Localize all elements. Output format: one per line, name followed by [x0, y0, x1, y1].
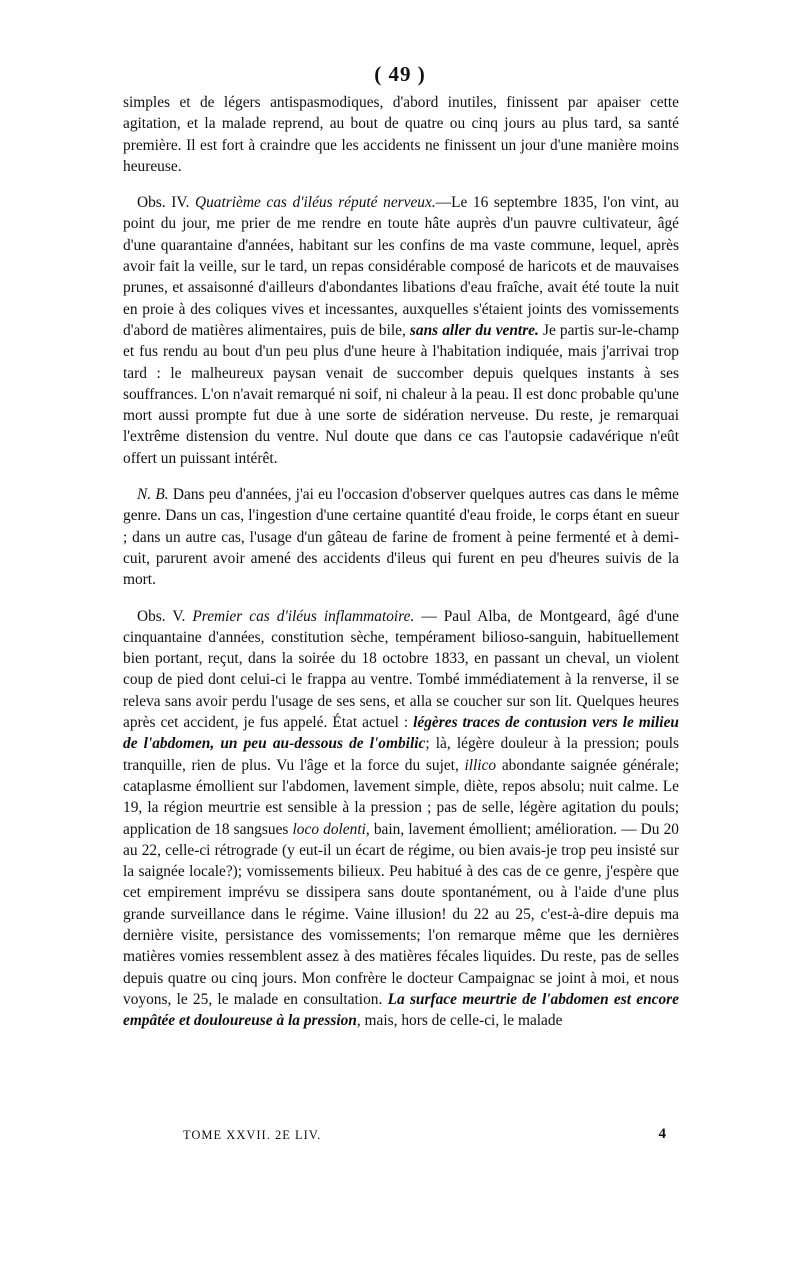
nota-bene — [123, 484, 679, 590]
observation-text: ; là, légère douleur à la pression; pouls tranquille, rien de plus. Vu l'âge et la force du sujet, — [123, 735, 679, 774]
observation-lead: Obs. V. — [137, 607, 186, 625]
observation-text: , mais, hors de celle-ci, le malade — [356, 1012, 563, 1030]
observation-emphasis: légères traces de contusion vers le milieu de l'abdomen, un peu au-dessous de l'ombilic — [123, 714, 679, 753]
observation-lead: Obs. IV. — [137, 194, 190, 212]
nota-bene-lead: N. B. — [137, 486, 169, 504]
observation-title: Premier cas d'iléus inflammatoire. — [192, 607, 415, 625]
observation-text: — Paul Alba, de Montgeard, âgé d'une cinquantaine d'années, constitution sèche, tempérament bilioso-sanguin, habituellement bien portant, reçut, dans la soirée du 18 octobre 1833, en passant un cheval, un violent coup de pied dont celui-ci le frappa au ventre. Tombé immédiatement à la renverse, il se releva sans avoir perdu l'usage de ses sens, et alla se coucher sur son lit. Quelques heures après cet accident, je fus appelé. État actuel : — [123, 607, 679, 732]
observation-title: Quatrième cas d'iléus réputé nerveux. — [194, 194, 436, 212]
observation-emphasis: loco dolenti — [292, 820, 366, 838]
observation-emphasis: illico — [464, 756, 497, 774]
page-number: ( 49 ) — [374, 62, 426, 86]
observation-emphasis: sans aller du ventre. — [409, 321, 539, 339]
paragraph-text: simples et de légers antispasmodiques, d'abord inutiles, finissent par apaiser cette agitation, et la malade reprend, au bout de quatre ou cinq jours au plus tard, sa santé première. Il est fort à craindre que les accidents ne finissent un jour d'une manière moins heureuse. — [123, 94, 679, 175]
observation-emphasis: La surface meurtrie de l'abdomen est encore empâtée et douloureuse à la pression — [123, 990, 680, 1030]
observation-4 — [123, 192, 679, 469]
observation-text: , bain, lavement émollient; amélioration. — Du 20 au 22, celle-ci rétrograde (y eut-il un écart de régime, ou bien avais-je trop peu insisté sur la saignée locale?); vomissements bilieux. Peu habitué à des cas de ce genre, j'espère que cet empirement imprévu se dissipera sans doute spontanément, ou à l'aide d'une plus grande surveillance dans le régime. Vaine illusion! du 22 au 25, c'est-à-dire depuis ma dernière visite, persistance des vomissements; l'on remarque même que les dernières matières vomies ressemblent assez à des matières fécales liquides. Du reste, pas de selles depuis quatre ou cinq jours. Mon confrère le docteur Campaignac se joint à moi, et nous voyons, le 25, le malade en consultation. — [123, 820, 679, 1008]
volume-signature: TOME XXVII. 2E LIV. — [183, 1128, 322, 1142]
paragraph-continuation — [123, 92, 679, 177]
observation-text: abondante saignée générale; cataplasme émollient sur l'abdomen, lavement simple, diète, repos absolu; nuit calme. Le 19, la région meurtrie est sensible à la pression ; pas de selle, légère agitation du pouls; application de 18 sangsues — [123, 756, 679, 838]
sheet-number: 4 — [658, 1126, 667, 1142]
nota-bene-text: Dans peu d'années, j'ai eu l'occasion d'observer quelques autres cas dans le même genre. Dans un cas, l'ingestion d'une certaine quantité d'eau froide, le corps étant en sueur ; dans un autre cas, l'usage d'un gâteau de farine de froment à peine fermenté et à demi-cuit, parurent avoir amené des accidents d'ileus qui furent en peu d'heures suivis de la mort. — [123, 486, 680, 589]
body-text — [123, 92, 679, 1031]
observation-text: Je partis sur-le-champ et fus rendu au bout d'un peu plus d'une heure à l'habitation indiquée, mais j'arrivai trop tard : le malheureux paysan venait de succomber depuis quelques instants à ses souffrances. L'on n'avait remarqué ni soif, ni chaleur à la peau. Il est donc probable qu'une mort aussi prompte fut due à une sorte de sidération nerveuse. Du reste, je remarquai l'extrême distension du ventre. Nul doute que dans ce cas l'autopsie cadavérique n'eût offert un puissant intérêt. — [123, 321, 680, 467]
observation-5 — [123, 606, 679, 1032]
observation-text: —Le 16 septembre 1835, l'on vint, au point du jour, me prier de me rendre en toute hâte auprès d'un pauvre cultivateur, âgé d'une quarantaine d'années, habitant sur les confins de ma vaste commune, lequel, après avoir fait la veille, sur le tard, un repas considérable composé de haricots et de mauvaises prunes, et assaisonné d'ailleurs d'abondantes libations d'eau fraîche, avait été toute la nuit en proie à des coliques vives et incessantes, auxquelles s'étaient joints des vomissements d'abord de matières alimentaires, puis de bile, — [123, 194, 679, 339]
